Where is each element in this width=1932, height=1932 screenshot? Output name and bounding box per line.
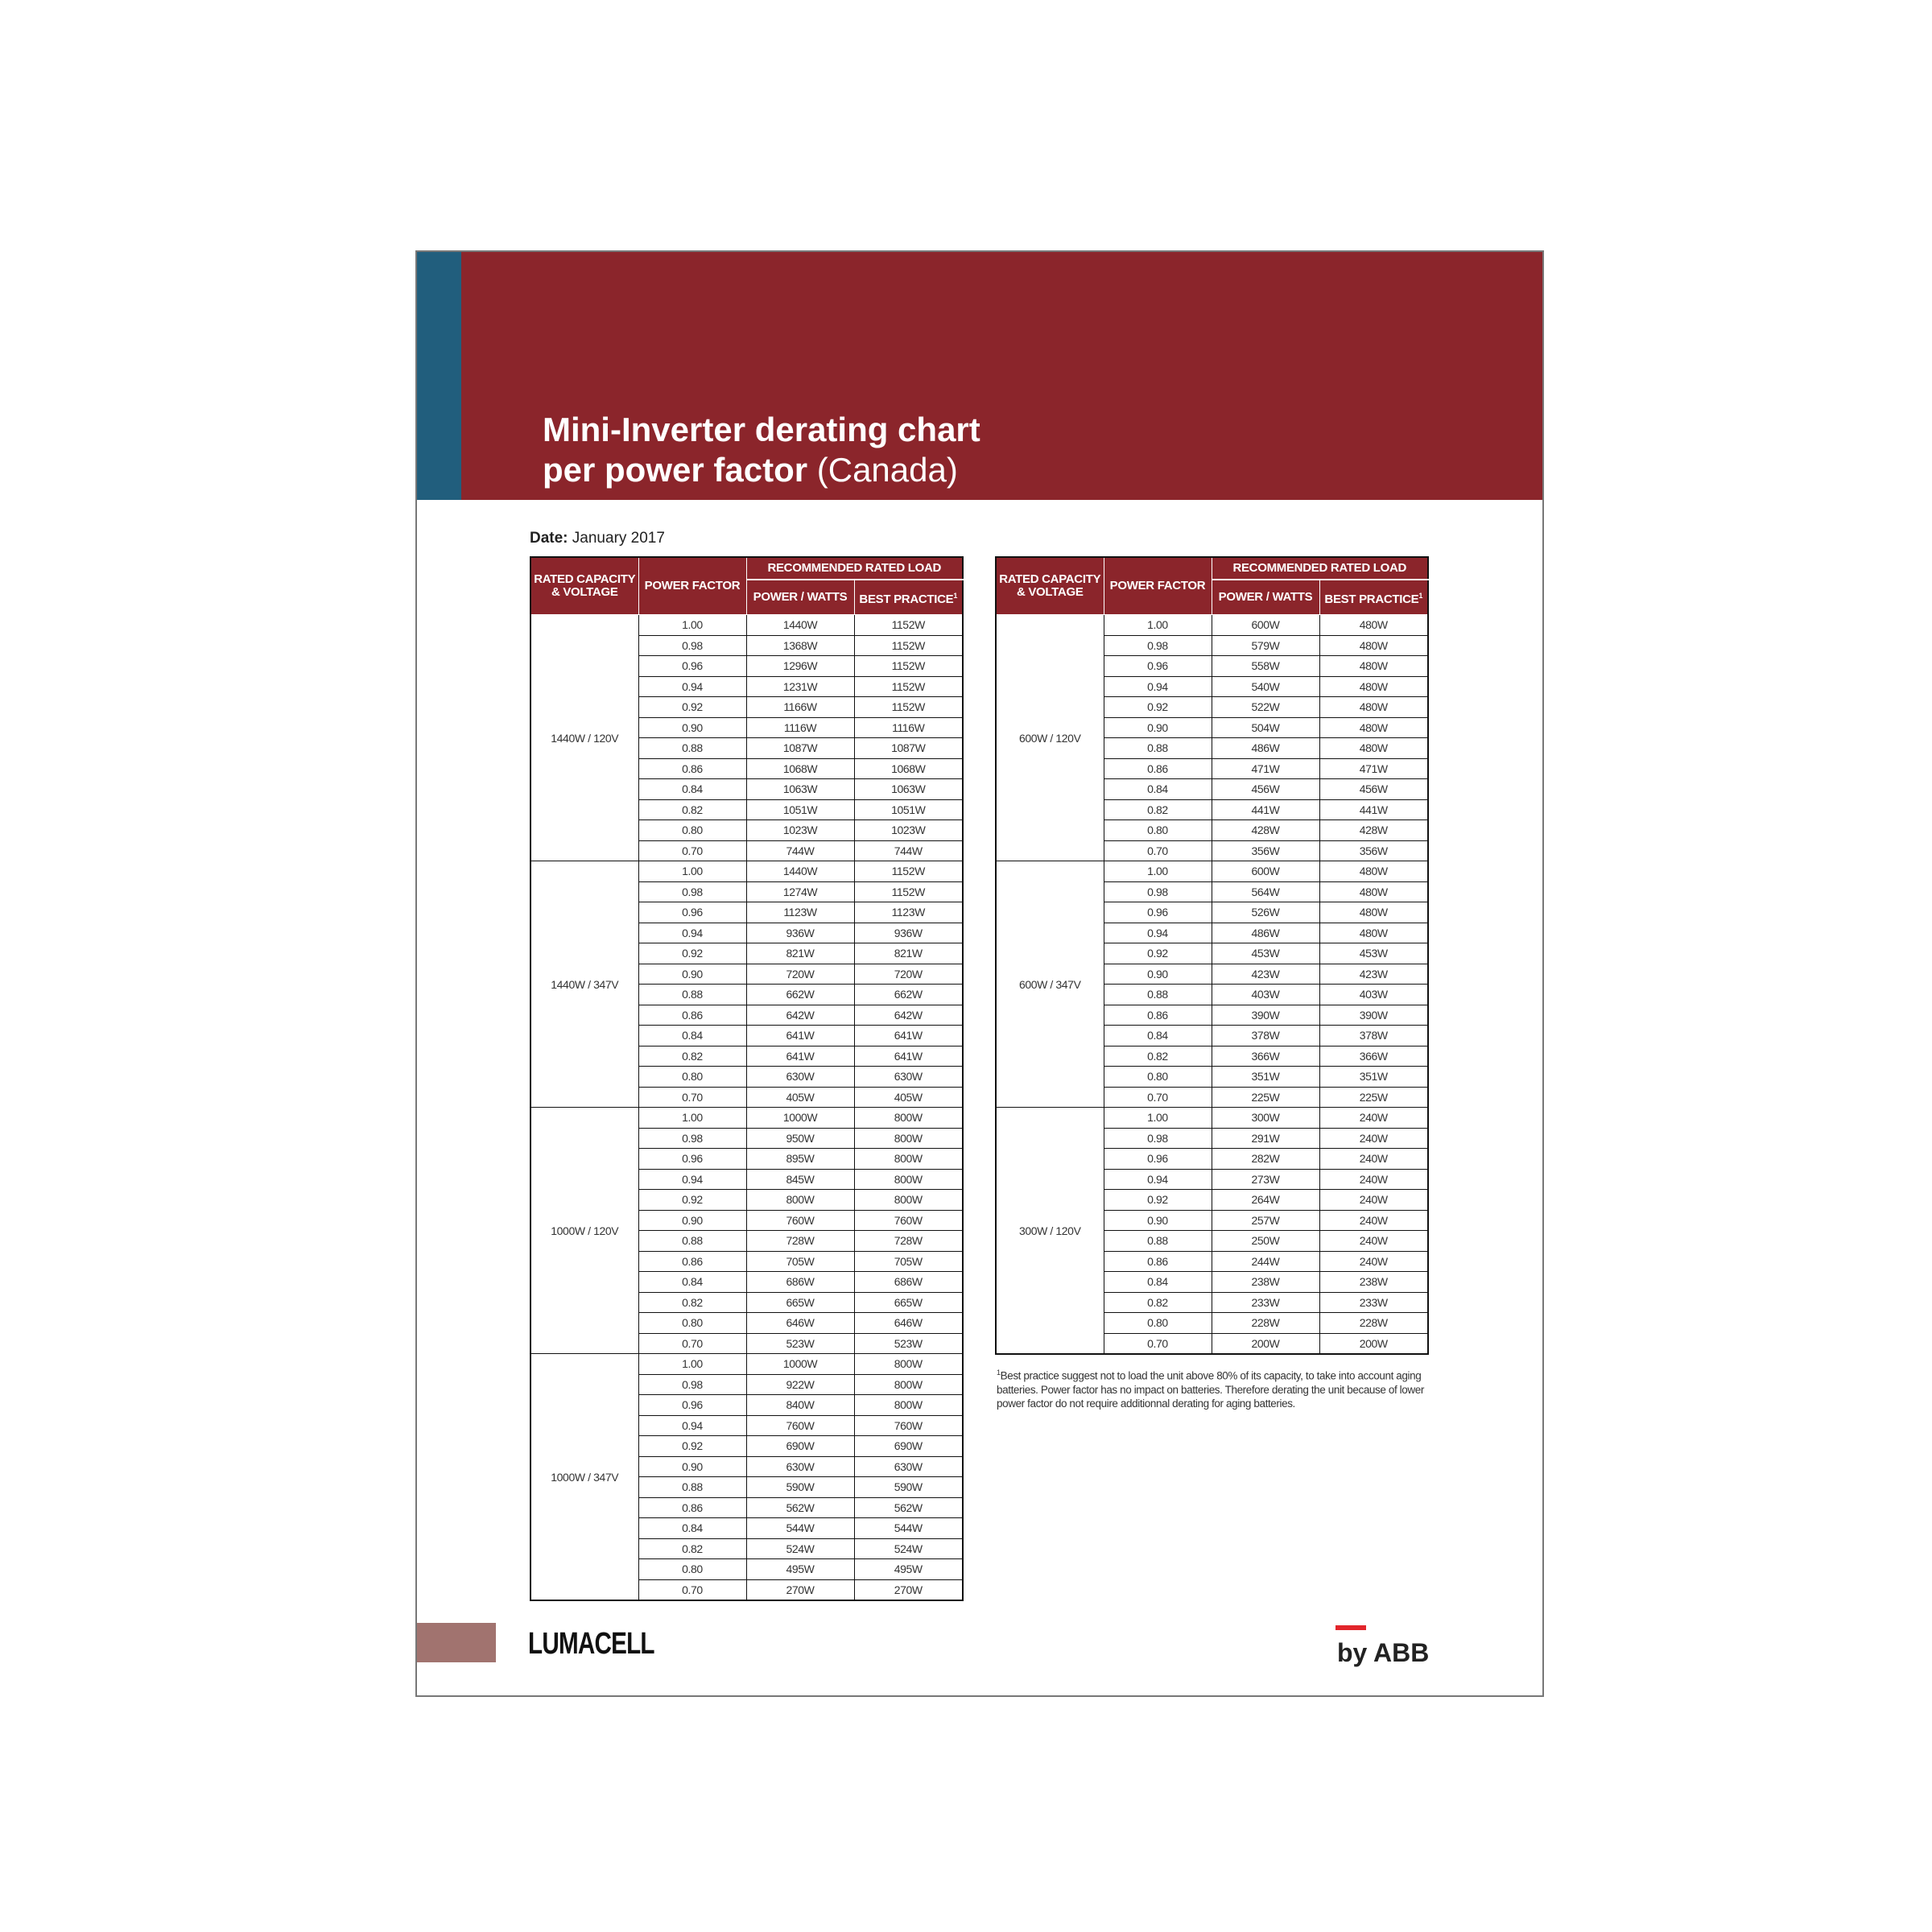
power-watts-cell: 428W [1212, 820, 1319, 841]
power-factor-cell: 1.00 [638, 861, 746, 882]
header-rated-capacity: RATED CAPACITY & VOLTAGE [996, 557, 1104, 615]
power-factor-cell: 0.96 [638, 902, 746, 923]
power-factor-cell: 0.80 [1104, 1067, 1212, 1088]
power-watts-cell: 544W [746, 1518, 854, 1539]
best-practice-cell: 562W [854, 1497, 963, 1518]
best-practice-cell: 480W [1319, 717, 1428, 738]
power-watts-cell: 728W [746, 1231, 854, 1252]
best-practice-cell: 240W [1319, 1231, 1428, 1252]
best-practice-cell: 378W [1319, 1026, 1428, 1046]
best-practice-cell: 641W [854, 1026, 963, 1046]
power-watts-cell: 264W [1212, 1190, 1319, 1211]
power-watts-cell: 257W [1212, 1210, 1319, 1231]
power-watts-cell: 686W [746, 1272, 854, 1293]
best-practice-cell: 1152W [854, 615, 963, 636]
power-watts-cell: 238W [1212, 1272, 1319, 1293]
power-factor-cell: 0.98 [1104, 1128, 1212, 1149]
power-factor-cell: 0.88 [1104, 738, 1212, 759]
power-watts-cell: 630W [746, 1067, 854, 1088]
power-factor-cell: 0.96 [1104, 902, 1212, 923]
power-watts-cell: 351W [1212, 1067, 1319, 1088]
best-practice-cell: 1063W [854, 779, 963, 800]
power-watts-cell: 1000W [746, 1108, 854, 1129]
power-watts-cell: 225W [1212, 1087, 1319, 1108]
power-watts-cell: 705W [746, 1251, 854, 1272]
page-title [543, 410, 980, 490]
power-watts-cell: 200W [1212, 1333, 1319, 1354]
power-watts-cell: 1023W [746, 820, 854, 841]
power-watts-cell: 665W [746, 1292, 854, 1313]
power-factor-cell: 0.86 [638, 758, 746, 779]
power-watts-cell: 390W [1212, 1005, 1319, 1026]
power-factor-cell: 0.90 [638, 1456, 746, 1477]
best-practice-cell: 233W [1319, 1292, 1428, 1313]
power-factor-cell: 0.90 [1104, 1210, 1212, 1231]
best-practice-cell: 1068W [854, 758, 963, 779]
best-practice-cell: 423W [1319, 964, 1428, 985]
datasheet-page [415, 250, 1544, 1697]
power-factor-cell: 0.82 [1104, 799, 1212, 820]
power-watts-cell: 1116W [746, 717, 854, 738]
power-watts-cell: 471W [1212, 758, 1319, 779]
power-watts-cell: 1051W [746, 799, 854, 820]
power-factor-cell: 0.84 [638, 1518, 746, 1539]
power-factor-cell: 1.00 [1104, 861, 1212, 882]
power-factor-cell: 0.98 [1104, 635, 1212, 656]
best-practice-cell: 630W [854, 1067, 963, 1088]
power-watts-cell: 270W [746, 1579, 854, 1600]
power-watts-cell: 1231W [746, 676, 854, 697]
best-practice-cell: 240W [1319, 1149, 1428, 1170]
best-practice-cell: 351W [1319, 1067, 1428, 1088]
best-practice-cell: 240W [1319, 1108, 1428, 1129]
power-watts-cell: 300W [1212, 1108, 1319, 1129]
best-practice-cell: 1051W [854, 799, 963, 820]
title-line-2-region: (Canada) [816, 451, 958, 489]
power-factor-cell: 0.94 [638, 923, 746, 943]
power-factor-cell: 0.86 [638, 1005, 746, 1026]
power-watts-cell: 845W [746, 1169, 854, 1190]
power-factor-cell: 0.96 [638, 1395, 746, 1416]
power-factor-cell: 0.92 [1104, 1190, 1212, 1211]
best-practice-cell: 1152W [854, 635, 963, 656]
power-factor-cell: 0.98 [638, 635, 746, 656]
power-watts-cell: 720W [746, 964, 854, 985]
best-practice-cell: 480W [1319, 676, 1428, 697]
best-practice-cell: 1152W [854, 861, 963, 882]
power-watts-cell: 922W [746, 1374, 854, 1395]
power-factor-cell: 0.82 [1104, 1046, 1212, 1067]
power-watts-cell: 744W [746, 840, 854, 861]
best-practice-cell: 480W [1319, 861, 1428, 882]
best-practice-cell: 495W [854, 1559, 963, 1580]
power-factor-cell: 1.00 [638, 615, 746, 636]
power-factor-cell: 1.00 [638, 1108, 746, 1129]
best-practice-cell: 480W [1319, 881, 1428, 902]
power-watts-cell: 273W [1212, 1169, 1319, 1190]
best-practice-cell: 662W [854, 985, 963, 1005]
derating-table-left [530, 556, 964, 1601]
best-practice-cell: 403W [1319, 985, 1428, 1005]
power-factor-cell: 0.80 [638, 820, 746, 841]
power-watts-cell: 760W [746, 1415, 854, 1436]
power-watts-cell: 600W [1212, 861, 1319, 882]
power-factor-cell: 0.88 [1104, 985, 1212, 1005]
power-watts-cell: 405W [746, 1087, 854, 1108]
power-factor-cell: 0.98 [1104, 881, 1212, 902]
power-watts-cell: 441W [1212, 799, 1319, 820]
power-factor-cell: 0.98 [638, 1374, 746, 1395]
best-practice-cell: 936W [854, 923, 963, 943]
header-power-watts: POWER / WATTS [1212, 580, 1319, 615]
power-factor-cell: 0.96 [1104, 656, 1212, 677]
best-practice-cell: 456W [1319, 779, 1428, 800]
power-watts-cell: 936W [746, 923, 854, 943]
power-watts-cell: 1274W [746, 881, 854, 902]
power-factor-cell: 0.90 [1104, 964, 1212, 985]
power-factor-cell: 0.84 [638, 1026, 746, 1046]
power-factor-cell: 0.88 [638, 738, 746, 759]
best-practice-cell: 480W [1319, 697, 1428, 718]
power-watts-cell: 356W [1212, 840, 1319, 861]
best-practice-cell: 821W [854, 943, 963, 964]
power-factor-cell: 0.84 [1104, 779, 1212, 800]
power-watts-cell: 600W [1212, 615, 1319, 636]
table-row [530, 861, 963, 882]
power-factor-cell: 0.82 [638, 1538, 746, 1559]
power-watts-cell: 524W [746, 1538, 854, 1559]
best-practice-cell: 200W [1319, 1333, 1428, 1354]
best-practice-cell: 471W [1319, 758, 1428, 779]
best-practice-cell: 225W [1319, 1087, 1428, 1108]
power-watts-cell: 690W [746, 1436, 854, 1457]
power-factor-cell: 0.94 [638, 676, 746, 697]
power-factor-cell: 0.80 [1104, 820, 1212, 841]
best-practice-cell: 390W [1319, 1005, 1428, 1026]
header-rated-capacity: RATED CAPACITY & VOLTAGE [530, 557, 638, 615]
power-factor-cell: 0.92 [1104, 943, 1212, 964]
power-watts-cell: 366W [1212, 1046, 1319, 1067]
power-factor-cell: 0.86 [638, 1251, 746, 1272]
power-factor-cell: 0.92 [638, 697, 746, 718]
table-row [530, 1108, 963, 1129]
document-date [530, 530, 665, 547]
power-factor-cell: 0.94 [1104, 676, 1212, 697]
power-watts-cell: 378W [1212, 1026, 1319, 1046]
power-factor-cell: 0.70 [638, 1579, 746, 1600]
best-practice-cell: 356W [1319, 840, 1428, 861]
best-practice-cell: 480W [1319, 923, 1428, 943]
best-practice-cell: 480W [1319, 656, 1428, 677]
best-practice-cell: 240W [1319, 1251, 1428, 1272]
power-factor-cell: 0.82 [638, 1046, 746, 1067]
power-factor-cell: 0.96 [638, 1149, 746, 1170]
table-row [996, 1108, 1428, 1129]
rated-capacity-cell: 1000W / 347V [530, 1354, 638, 1601]
best-practice-cell: 1152W [854, 656, 963, 677]
power-factor-cell: 0.88 [638, 1477, 746, 1498]
power-watts-cell: 821W [746, 943, 854, 964]
best-practice-cell: 366W [1319, 1046, 1428, 1067]
best-practice-cell: 240W [1319, 1190, 1428, 1211]
power-watts-cell: 540W [1212, 676, 1319, 697]
power-factor-cell: 0.96 [638, 656, 746, 677]
best-practice-cell: 800W [854, 1128, 963, 1149]
best-practice-cell: 453W [1319, 943, 1428, 964]
power-watts-cell: 1000W [746, 1354, 854, 1375]
best-practice-cell: 480W [1319, 738, 1428, 759]
power-watts-cell: 1123W [746, 902, 854, 923]
best-practice-cell: 480W [1319, 615, 1428, 636]
power-watts-cell: 630W [746, 1456, 854, 1477]
power-factor-cell: 0.82 [638, 799, 746, 820]
best-practice-cell: 441W [1319, 799, 1428, 820]
power-factor-cell: 0.84 [1104, 1272, 1212, 1293]
power-watts-cell: 564W [1212, 881, 1319, 902]
best-practice-cell: 480W [1319, 902, 1428, 923]
power-factor-cell: 0.96 [1104, 1149, 1212, 1170]
power-watts-cell: 558W [1212, 656, 1319, 677]
power-watts-cell: 282W [1212, 1149, 1319, 1170]
power-watts-cell: 1087W [746, 738, 854, 759]
power-factor-cell: 0.92 [638, 1190, 746, 1211]
rated-capacity-cell: 600W / 347V [996, 861, 1104, 1108]
best-practice-cell: 800W [854, 1354, 963, 1375]
power-factor-cell: 0.86 [1104, 758, 1212, 779]
power-watts-cell: 1440W [746, 861, 854, 882]
power-factor-cell: 0.90 [638, 964, 746, 985]
power-factor-cell: 0.70 [1104, 840, 1212, 861]
best-practice-cell: 1152W [854, 881, 963, 902]
power-factor-cell: 0.94 [638, 1169, 746, 1190]
best-practice-cell: 428W [1319, 820, 1428, 841]
power-watts-cell: 250W [1212, 1231, 1319, 1252]
brand-color-block [417, 1623, 496, 1662]
power-factor-cell: 0.86 [1104, 1251, 1212, 1272]
header-recommended-load: RECOMMENDED RATED LOAD [1212, 557, 1428, 580]
power-watts-cell: 579W [1212, 635, 1319, 656]
best-practice-cell: 240W [1319, 1210, 1428, 1231]
power-factor-cell: 0.70 [638, 1087, 746, 1108]
power-watts-cell: 895W [746, 1149, 854, 1170]
best-practice-cell: 590W [854, 1477, 963, 1498]
abb-logo: by ABB [1337, 1638, 1430, 1667]
table-row [996, 615, 1428, 636]
power-factor-cell: 1.00 [1104, 1108, 1212, 1129]
best-practice-cell: 800W [854, 1190, 963, 1211]
power-factor-cell: 0.94 [1104, 923, 1212, 943]
power-watts-cell: 403W [1212, 985, 1319, 1005]
best-practice-cell: 728W [854, 1231, 963, 1252]
best-practice-cell: 646W [854, 1313, 963, 1334]
table-row [530, 615, 963, 636]
power-watts-cell: 1166W [746, 697, 854, 718]
best-practice-cell: 641W [854, 1046, 963, 1067]
best-practice-cell: 480W [1319, 635, 1428, 656]
best-practice-cell: 800W [854, 1108, 963, 1129]
rated-capacity-cell: 600W / 120V [996, 615, 1104, 861]
power-factor-cell: 0.80 [638, 1559, 746, 1580]
best-practice-cell: 642W [854, 1005, 963, 1026]
power-watts-cell: 840W [746, 1395, 854, 1416]
power-watts-cell: 456W [1212, 779, 1319, 800]
power-watts-cell: 662W [746, 985, 854, 1005]
power-factor-cell: 0.82 [1104, 1292, 1212, 1313]
power-factor-cell: 0.88 [638, 1231, 746, 1252]
power-factor-cell: 0.70 [1104, 1333, 1212, 1354]
power-factor-cell: 0.90 [638, 1210, 746, 1231]
footnote-text: Best practice suggest not to load the unit above 80% of its capacity, to take into account aging batteries. Power factor has no impact on batteries. Therefore derating the unit because of lower power factor do not require additionnal derating for aging batteries. [997, 1369, 1424, 1410]
table-body-left [530, 615, 963, 1601]
best-practice-cell: 1152W [854, 676, 963, 697]
power-factor-cell: 0.92 [638, 1436, 746, 1457]
power-watts-cell: 291W [1212, 1128, 1319, 1149]
power-factor-cell: 0.70 [638, 840, 746, 861]
power-factor-cell: 0.80 [638, 1067, 746, 1088]
power-factor-cell: 0.88 [1104, 1231, 1212, 1252]
derating-table-right [995, 556, 1429, 1355]
best-practice-cell: 744W [854, 840, 963, 861]
power-factor-cell: 0.98 [638, 881, 746, 902]
best-practice-cell: 800W [854, 1149, 963, 1170]
power-watts-cell: 244W [1212, 1251, 1319, 1272]
abb-red-mark [1335, 1625, 1366, 1630]
header-best-practice: BEST PRACTICE$^1$ [854, 580, 963, 615]
power-watts-cell: 1440W [746, 615, 854, 636]
power-watts-cell: 486W [1212, 923, 1319, 943]
rated-capacity-cell: 300W / 120V [996, 1108, 1104, 1355]
rated-capacity-cell: 1440W / 347V [530, 861, 638, 1108]
best-practice-cell: 1123W [854, 902, 963, 923]
power-factor-cell: 0.86 [638, 1497, 746, 1518]
power-factor-cell: 0.86 [1104, 1005, 1212, 1026]
power-watts-cell: 522W [1212, 697, 1319, 718]
power-factor-cell: 0.82 [638, 1292, 746, 1313]
power-watts-cell: 453W [1212, 943, 1319, 964]
table-row [996, 861, 1428, 882]
best-practice-cell: 690W [854, 1436, 963, 1457]
power-factor-cell: 0.84 [638, 779, 746, 800]
best-practice-cell: 1023W [854, 820, 963, 841]
best-practice-cell: 228W [1319, 1313, 1428, 1334]
power-watts-cell: 760W [746, 1210, 854, 1231]
header-best-practice: BEST PRACTICE$^1$ [1319, 580, 1428, 615]
best-practice-cell: 544W [854, 1518, 963, 1539]
best-practice-cell: 800W [854, 1395, 963, 1416]
date-label: Date: [530, 530, 568, 547]
best-practice-cell: 240W [1319, 1169, 1428, 1190]
power-watts-cell: 800W [746, 1190, 854, 1211]
power-factor-cell: 0.92 [1104, 697, 1212, 718]
power-factor-cell: 0.94 [1104, 1169, 1212, 1190]
header-accent-strip [417, 252, 461, 500]
power-factor-cell: 0.84 [1104, 1026, 1212, 1046]
power-watts-cell: 590W [746, 1477, 854, 1498]
power-watts-cell: 523W [746, 1333, 854, 1354]
power-watts-cell: 950W [746, 1128, 854, 1149]
power-factor-cell: 0.94 [638, 1415, 746, 1436]
power-watts-cell: 526W [1212, 902, 1319, 923]
header-power-factor: POWER FACTOR [1104, 557, 1212, 615]
best-practice-cell: 686W [854, 1272, 963, 1293]
power-watts-cell: 486W [1212, 738, 1319, 759]
date-value: January 2017 [572, 530, 665, 547]
power-factor-cell: 1.00 [1104, 615, 1212, 636]
best-practice-cell: 800W [854, 1374, 963, 1395]
best-practice-cell: 524W [854, 1538, 963, 1559]
best-practice-cell: 760W [854, 1415, 963, 1436]
best-practice-cell: 630W [854, 1456, 963, 1477]
title-line-1: Mini-Inverter derating chart [543, 411, 980, 448]
power-factor-cell: 0.80 [1104, 1313, 1212, 1334]
power-factor-cell: 0.92 [638, 943, 746, 964]
power-watts-cell: 1063W [746, 779, 854, 800]
power-factor-cell: 0.84 [638, 1272, 746, 1293]
best-practice-cell: 1152W [854, 697, 963, 718]
power-watts-cell: 504W [1212, 717, 1319, 738]
header-recommended-load: RECOMMENDED RATED LOAD [746, 557, 963, 580]
power-watts-cell: 641W [746, 1026, 854, 1046]
best-practice-cell: 705W [854, 1251, 963, 1272]
lumacell-logo: LUMACELL [528, 1627, 654, 1661]
table-body-right [996, 615, 1428, 1355]
power-factor-cell: 1.00 [638, 1354, 746, 1375]
header-power-watts: POWER / WATTS [746, 580, 854, 615]
power-watts-cell: 228W [1212, 1313, 1319, 1334]
power-factor-cell: 0.90 [638, 717, 746, 738]
power-watts-cell: 495W [746, 1559, 854, 1580]
best-practice-cell: 720W [854, 964, 963, 985]
best-practice-cell: 405W [854, 1087, 963, 1108]
best-practice-cell: 270W [854, 1579, 963, 1600]
best-practice-cell: 1116W [854, 717, 963, 738]
power-factor-cell: 0.70 [1104, 1087, 1212, 1108]
power-watts-cell: 1368W [746, 635, 854, 656]
power-watts-cell: 233W [1212, 1292, 1319, 1313]
best-practice-cell: 800W [854, 1169, 963, 1190]
power-watts-cell: 642W [746, 1005, 854, 1026]
footnote-mark: 1 [997, 1368, 1001, 1377]
rated-capacity-cell: 1440W / 120V [530, 615, 638, 861]
table-row [530, 1354, 963, 1375]
best-practice-cell: 523W [854, 1333, 963, 1354]
best-practice-cell: 665W [854, 1292, 963, 1313]
power-watts-cell: 1068W [746, 758, 854, 779]
power-watts-cell: 641W [746, 1046, 854, 1067]
best-practice-cell: 240W [1319, 1128, 1428, 1149]
title-line-2-bold: per power factor [543, 451, 808, 489]
power-factor-cell: 0.80 [638, 1313, 746, 1334]
power-watts-cell: 1296W [746, 656, 854, 677]
best-practice-cell: 238W [1319, 1272, 1428, 1293]
rated-capacity-cell: 1000W / 120V [530, 1108, 638, 1354]
header-power-factor: POWER FACTOR [638, 557, 746, 615]
power-factor-cell: 0.90 [1104, 717, 1212, 738]
footnote [997, 1366, 1431, 1410]
best-practice-cell: 760W [854, 1210, 963, 1231]
power-watts-cell: 423W [1212, 964, 1319, 985]
power-factor-cell: 0.70 [638, 1333, 746, 1354]
power-watts-cell: 562W [746, 1497, 854, 1518]
power-watts-cell: 646W [746, 1313, 854, 1334]
power-factor-cell: 0.98 [638, 1128, 746, 1149]
best-practice-cell: 1087W [854, 738, 963, 759]
power-factor-cell: 0.88 [638, 985, 746, 1005]
